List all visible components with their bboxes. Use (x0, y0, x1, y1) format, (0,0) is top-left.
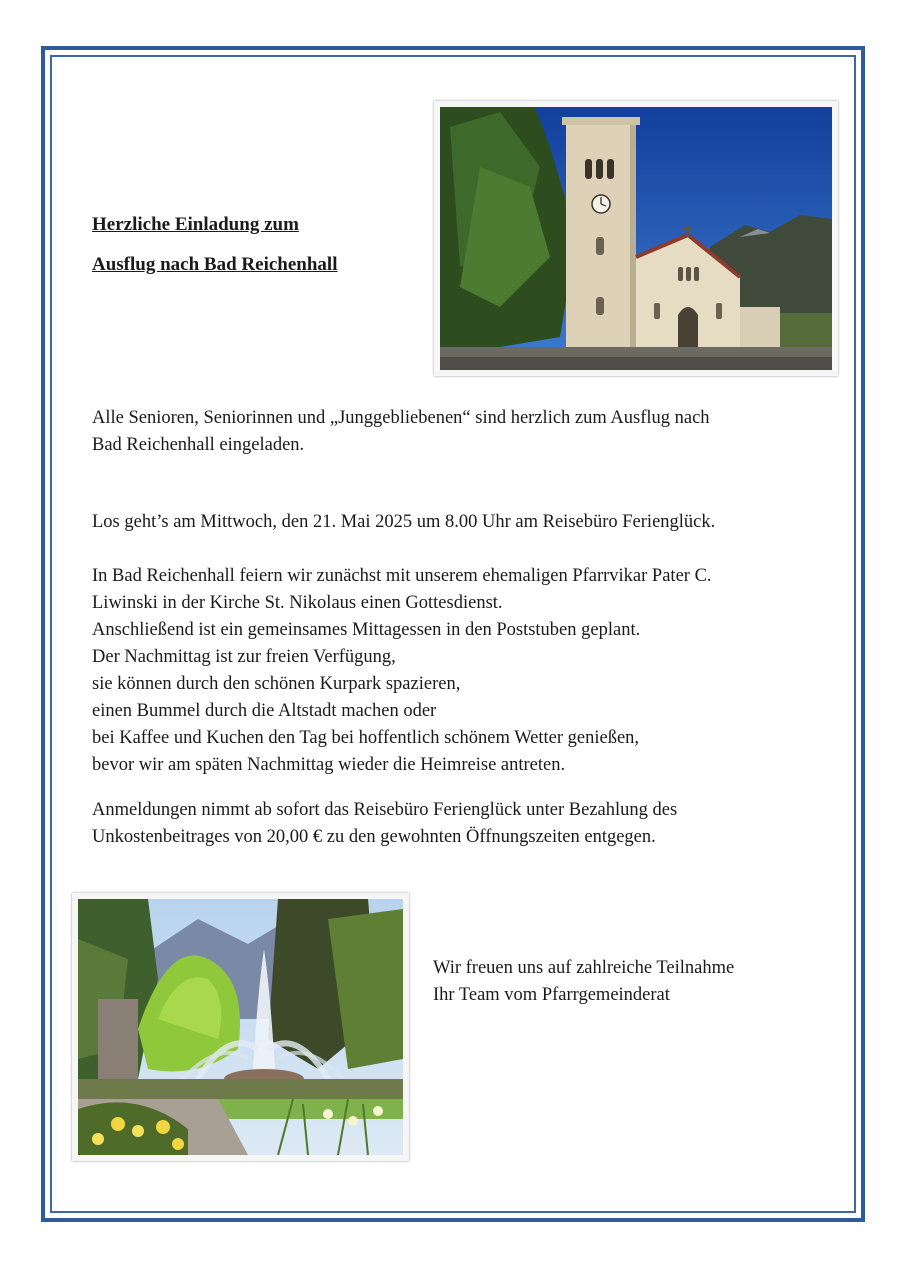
text-line: Anschließend ist ein gemeinsames Mittagessen in den Poststuben geplant. (92, 620, 641, 640)
text-line: Alle Senioren, Seniorinnen und „Junggebliebenen“ sind herzlich zum Ausflug nach (92, 408, 710, 428)
church-photo (434, 101, 838, 376)
closing-message (433, 955, 833, 1009)
start-paragraph (92, 509, 832, 536)
closing-line-2: Ihr Team vom Pfarrgemeinderat (433, 985, 670, 1005)
text-line: Anmeldungen nimmt ab sofort das Reisebüro Ferienglück unter Bezahlung des (92, 800, 678, 820)
text-line: Liwinski in der Kirche St. Nikolaus einen Gottesdienst. (92, 593, 503, 613)
heading-line-1: Herzliche Einladung zum (92, 214, 299, 235)
text-line: bei Kaffee und Kuchen den Tag bei hoffentlich schönem Wetter genießen, (92, 728, 640, 748)
program-paragraph (92, 563, 832, 779)
park-fountain-photo (72, 893, 409, 1161)
text-line: einen Bummel durch die Altstadt machen oder (92, 701, 437, 721)
text-line: Der Nachmittag ist zur freien Verfügung, (92, 647, 396, 667)
invitation-paragraph (92, 405, 832, 459)
text-line: Unkostenbeitrages von 20,00 € zu den gewohnten Öffnungszeiten entgegen. (92, 827, 656, 847)
closing-line-1: Wir freuen uns auf zahlreiche Teilnahme (433, 958, 735, 978)
text-line: In Bad Reichenhall feiern wir zunächst mit unserem ehemaligen Pfarrvikar Pater C. (92, 566, 712, 586)
registration-paragraph (92, 797, 832, 851)
church-illustration (440, 107, 832, 370)
text-line: Los geht’s am Mittwoch, den 21. Mai 2025 um 8.00 Uhr am Reisebüro Ferienglück. (92, 512, 716, 532)
text-line: Bad Reichenhall eingeladen. (92, 435, 305, 455)
text-line: bevor wir am späten Nachmittag wieder die Heimreise antreten. (92, 755, 566, 775)
heading-line-2: Ausflug nach Bad Reichenhall (92, 254, 338, 275)
text-line: sie können durch den schönen Kurpark spazieren, (92, 674, 461, 694)
fountain-illustration (78, 899, 403, 1155)
